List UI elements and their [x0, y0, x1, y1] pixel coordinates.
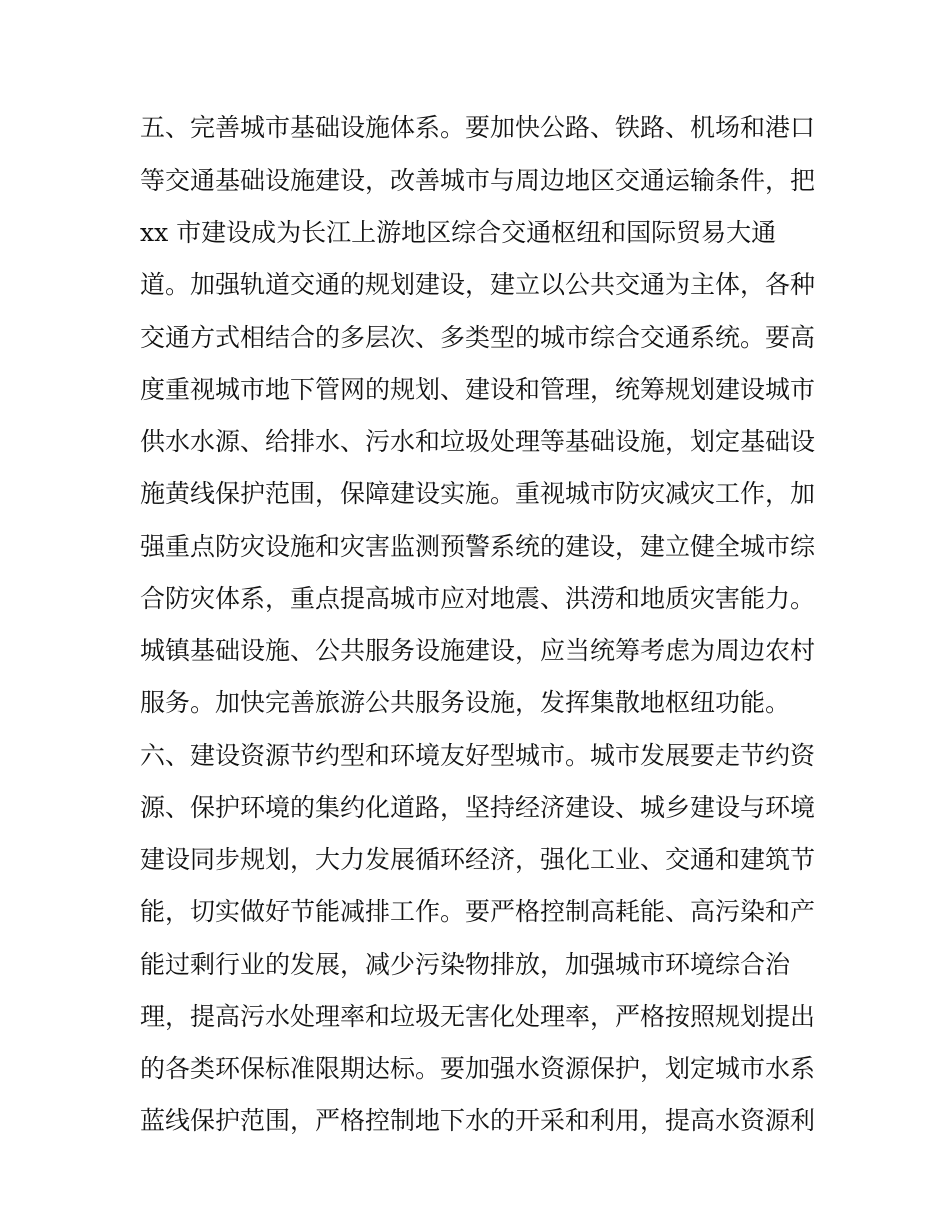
- paragraph-line: 施黄线保护范围，保障建设实施。重视城市防灾减灾工作，加: [140, 479, 816, 508]
- paragraph-line: 五、完善城市基础设施体系。要加快公路、铁路、机场和港口: [140, 113, 816, 142]
- paragraph-line: 等交通基础设施建设，改善城市与周边地区交通运输条件，把: [140, 166, 816, 195]
- paragraph-line: 理，提高污水处理率和垃圾无害化处理率，严格按照规划提出: [140, 1002, 816, 1031]
- paragraph-line: 能过剩行业的发展，减少污染物排放，加强城市环境综合治: [140, 950, 791, 979]
- paragraph-line: xx 市建设成为长江上游地区综合交通枢纽和国际贸易大通: [140, 218, 777, 247]
- paragraph-line: 道。加强轨道交通的规划建设，建立以公共交通为主体，各种: [140, 270, 816, 299]
- paragraph-line: 度重视城市地下管网的规划、建设和管理，统筹规划建设城市: [140, 375, 816, 404]
- paragraph-line: 源、保护环境的集约化道路，坚持经济建设、城乡建设与环境: [140, 793, 816, 822]
- paragraph-line: 的各类环保标准限期达标。要加强水资源保护，划定城市水系: [140, 1054, 816, 1083]
- paragraph-line: 供水水源、给排水、污水和垃圾处理等基础设施，划定基础设: [140, 427, 816, 456]
- paragraph-line: 能，切实做好节能减排工作。要严格控制高耗能、高污染和产: [140, 897, 816, 926]
- paragraph-line: 城镇基础设施、公共服务设施建设，应当统筹考虑为周边农村: [140, 636, 816, 665]
- paragraph-line: 服务。加快完善旅游公共服务设施，发挥集散地枢纽功能。: [140, 688, 791, 717]
- paragraph-line: 强重点防灾设施和灾害监测预警系统的建设，建立健全城市综: [140, 532, 816, 561]
- paragraph-line: 合防灾体系，重点提高城市应对地震、洪涝和地质灾害能力。: [140, 584, 816, 613]
- paragraph-line: 建设同步规划，大力发展循环经济，强化工业、交通和建筑节: [140, 845, 816, 874]
- paragraph-line: 蓝线保护范围，严格控制地下水的开采和利用，提高水资源利: [140, 1106, 816, 1135]
- paragraph-line: 六、建设资源节约型和环境友好型城市。城市发展要走节约资: [140, 741, 816, 770]
- paragraph-line: 交通方式相结合的多层次、多类型的城市综合交通系统。要高: [140, 323, 816, 352]
